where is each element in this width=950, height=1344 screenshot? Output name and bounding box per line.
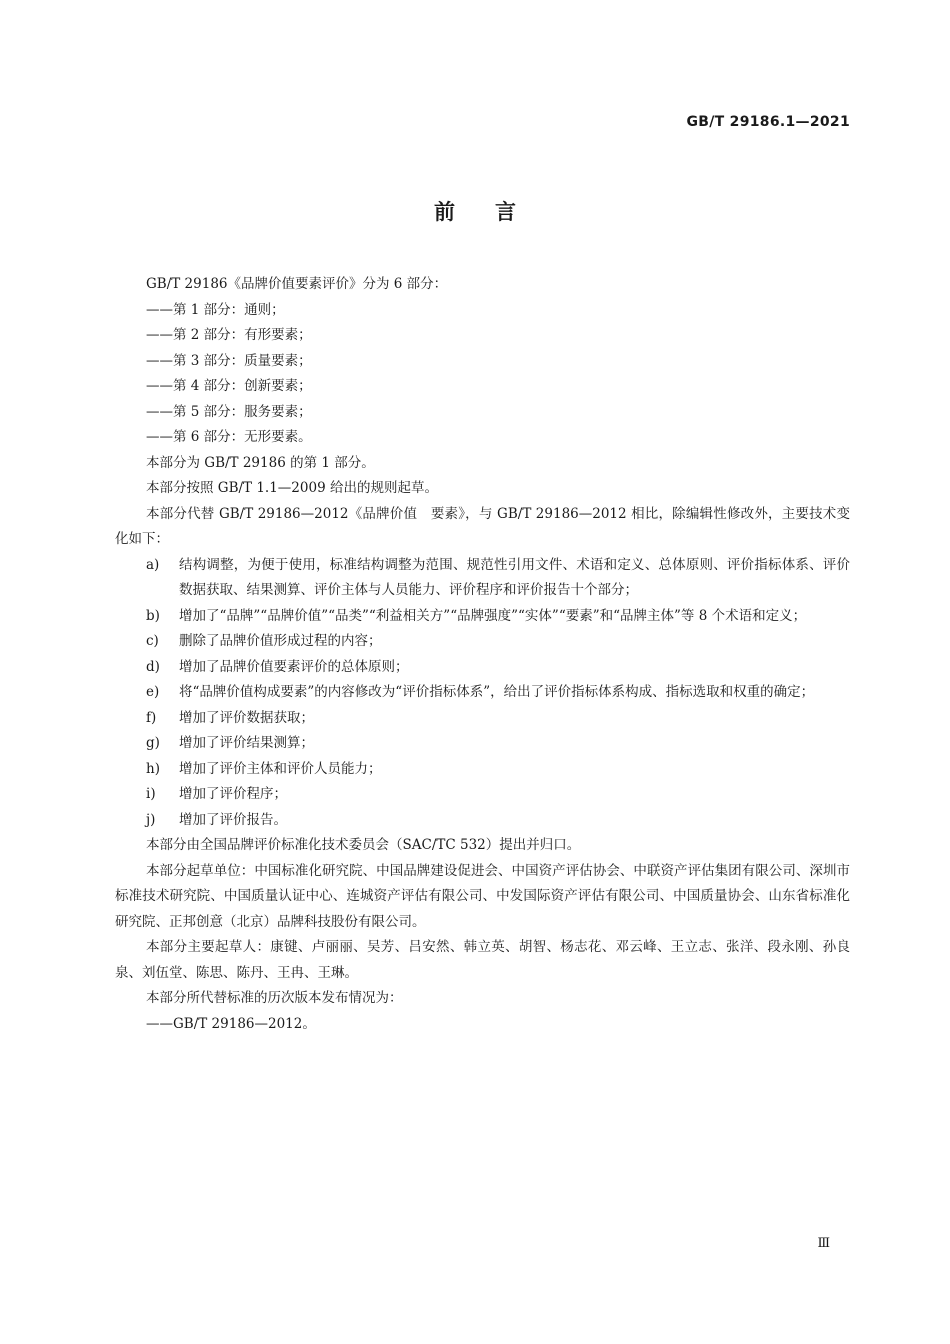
change-list-item: [115, 604, 850, 630]
history-paragraph: 本部分所代替标准的历次版本发布情况为：: [146, 990, 403, 1006]
list-marker: e): [146, 684, 160, 700]
intro-paragraph: GB/T 29186《品牌价值要素评价》分为 6 部分：: [146, 276, 448, 292]
list-text: 删除了品牌价值形成过程的内容；: [179, 633, 382, 649]
part-list-item: ——第 6 部分：无形要素。: [146, 429, 312, 445]
list-text: 增加了评价报告。: [179, 811, 287, 828]
list-marker: b): [146, 607, 160, 624]
change-list-item: [115, 629, 850, 655]
foreword-body: [115, 272, 850, 1037]
change-list-item: [115, 655, 850, 681]
change-list-item: [115, 553, 850, 604]
change-list-item: [115, 706, 850, 732]
list-text: 结构调整，为便于使用，标准结构调整为范围、规范性引用文件、术语和定义、总体原则、评价指标体系、评价数据获取、结果测算、评价主体与人员能力、评价程序和评价报告十个部分；: [179, 556, 850, 598]
proposed-by-paragraph: 本部分由全国品牌评价标准化技术委员会（SAC/TC 532）提出并归口。: [146, 837, 581, 853]
list-marker: g): [146, 735, 160, 751]
history-list-item: ——GB/T 29186—2012。: [146, 1015, 316, 1032]
list-text: 增加了评价主体和评价人员能力；: [179, 760, 382, 777]
list-text: 增加了评价程序；: [179, 786, 287, 802]
list-marker: i): [146, 786, 156, 802]
part-list-item: ——第 4 部分：创新要素；: [146, 378, 312, 394]
list-text: 增加了品牌价值要素评价的总体原则；: [179, 658, 409, 675]
part-list-item: ——第 5 部分：服务要素；: [146, 403, 312, 420]
page-number: Ⅲ: [817, 1236, 830, 1251]
list-marker: f): [146, 709, 157, 726]
drafters-paragraph: 本部分主要起草人：康键、卢丽丽、吴芳、吕安然、韩立英、胡智、杨志花、邓云峰、王立志、张洋、段永刚、孙良泉、刘伍堂、陈思、陈丹、王冉、王琳。: [115, 939, 850, 981]
page-title: 前言: [434, 200, 556, 224]
change-list-item: [115, 731, 850, 757]
change-list-item: [115, 782, 850, 808]
this-part-paragraph: 本部分为 GB/T 29186 的第 1 部分。: [146, 454, 375, 471]
list-text: 增加了评价结果测算；: [179, 735, 314, 751]
replaces-paragraph: 本部分代替 GB/T 29186—2012《品牌价值 要素》，与 GB/T 29186—2012 相比，除编辑性修改外，主要技术变化如下：: [115, 505, 850, 547]
list-marker: h): [146, 760, 160, 777]
drafting-units-paragraph: 本部分起草单位：中国标准化研究院、中国品牌建设促进会、中国资产评估协会、中联资产评估集团有限公司、深圳市标准技术研究院、中国质量认证中心、连城资产评估有限公司、中发国际资产评估有限公司、中国质量协会、山东省标准化研究院、正邦创意（北京）品牌科技股份有限公司。: [115, 862, 850, 930]
list-marker: j): [146, 811, 156, 828]
change-list-item: [115, 680, 850, 706]
standard-number: GB/T 29186.1—2021: [686, 114, 850, 130]
change-list-item: [115, 808, 850, 834]
list-marker: d): [146, 658, 160, 675]
list-text: 增加了评价数据获取；: [179, 709, 314, 726]
part-list-item: ——第 1 部分：通则；: [146, 301, 285, 318]
list-marker: a): [146, 556, 160, 573]
list-text: 将“品牌价值构成要素”的内容修改为“评价指标体系”，给出了评价指标体系构成、指标选取和权重的确定；: [179, 684, 815, 700]
list-marker: c): [146, 633, 159, 649]
drafting-rules-paragraph: 本部分按照 GB/T 1.1—2009 给出的规则起草。: [146, 480, 438, 496]
list-text: 增加了“品牌”“品牌价值”“品类”“利益相关方”“品牌强度”“实体”“要素”和“品牌主体”等 8 个术语和定义；: [179, 607, 807, 624]
change-list-item: [115, 757, 850, 783]
part-list-item: ——第 2 部分：有形要素；: [146, 327, 312, 343]
part-list-item: ——第 3 部分：质量要素；: [146, 352, 312, 369]
